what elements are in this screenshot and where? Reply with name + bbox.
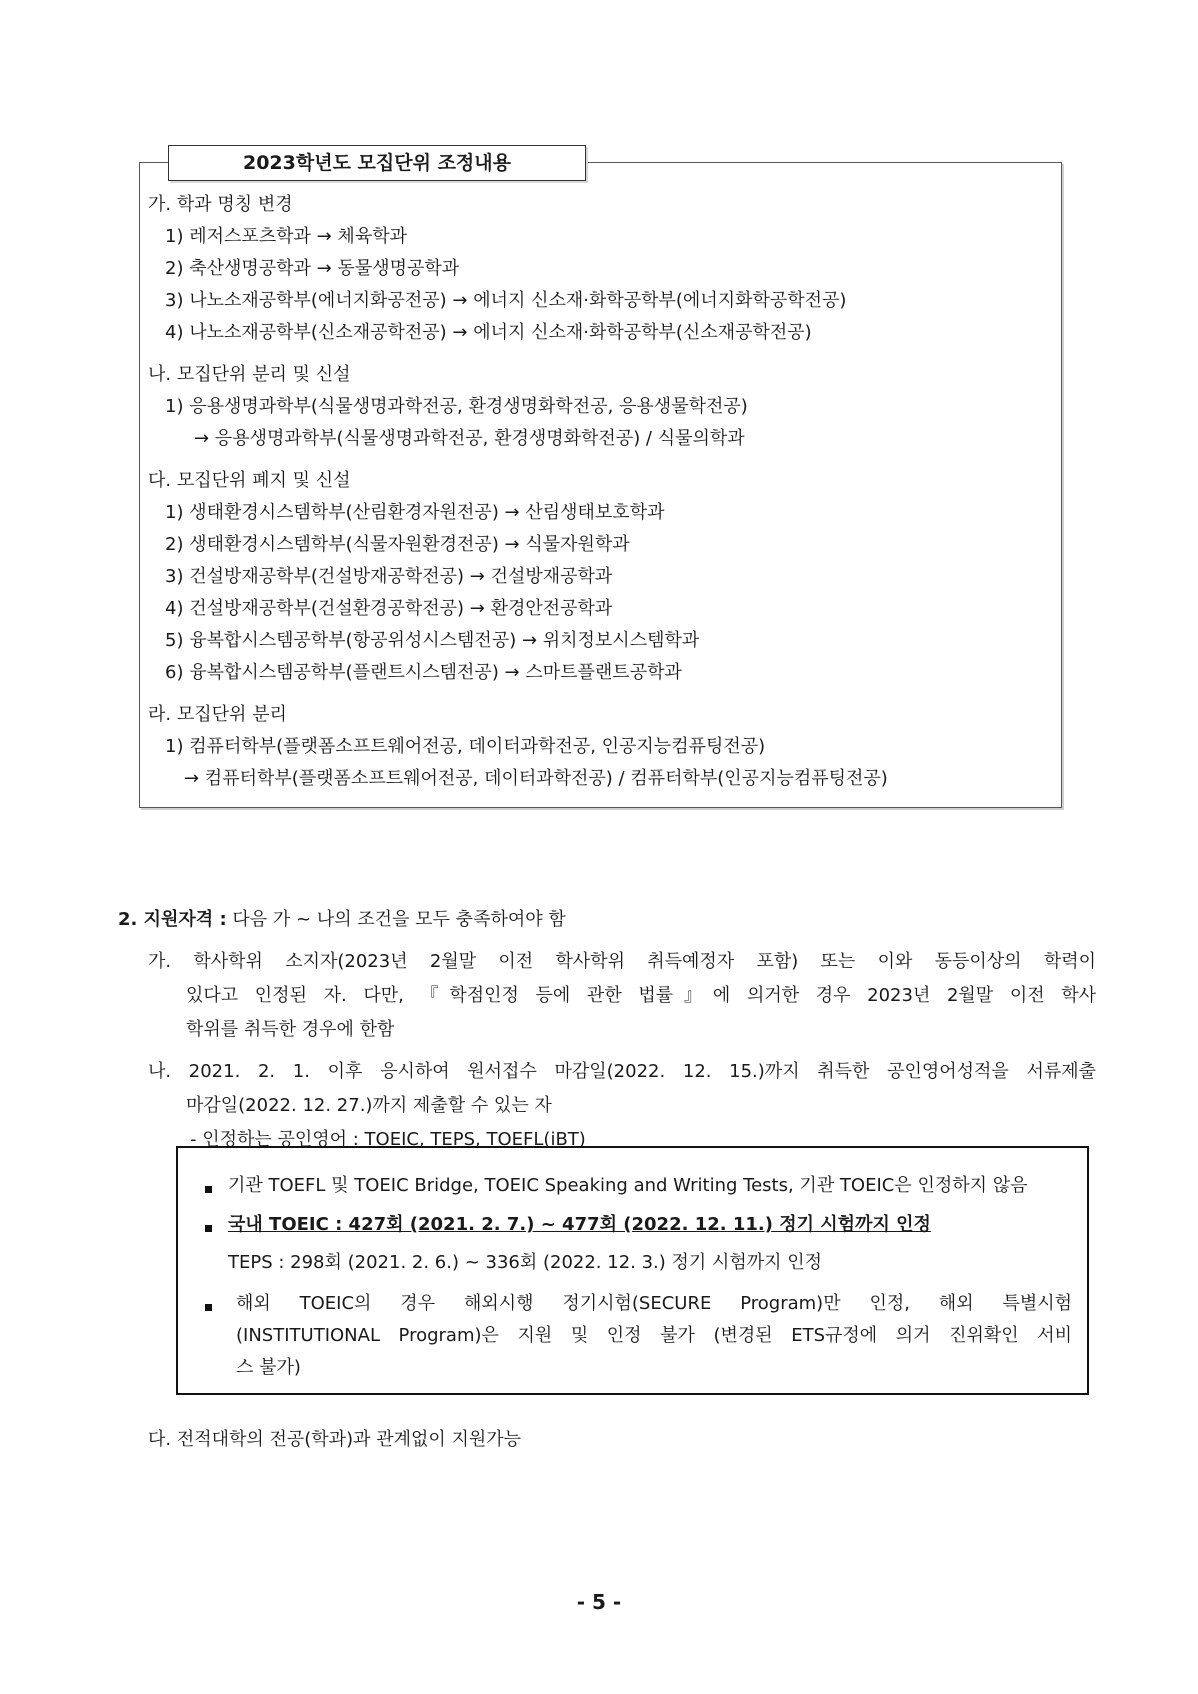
box-title: 2023학년도 모집단위 조정내용 [168,145,586,181]
list-item: → 응용생명과학부(식물생명과학전공, 환경생명화학전공) / 식물의학과 [194,428,745,449]
page-number: - 5 - [576,1590,622,1614]
na-line-1: 나. 2021. 2. 1. 이후 응시하여 원서접수 마감일(2022. 12. 15.)까지 취득한 공인영어성적을 서류제출 [148,1061,1096,1082]
na-line-2: 마감일(2022. 12. 27.)까지 제출할 수 있는 자 [186,1095,552,1116]
list-item: 4) 건설방재공학부(건설환경공학전공) → 환경안전공학과 [165,598,613,619]
list-item: 1) 레저스포츠학과 → 체육학과 [165,226,407,247]
list-item: 4) 나노소재공학부(신소재공학전공) → 에너지 신소재·화학공학부(신소재공학전공) [165,322,812,343]
english-score-notice-box [176,1146,1089,1395]
bullet-icon [205,1225,212,1232]
list-item: 3) 건설방재공학부(건설방재공학전공) → 건설방재공학과 [165,566,613,587]
notice-bullet-3-line-3: 스 불가) [236,1357,301,1378]
notice-bullet-3-line-2: (INSTITUTIONAL Program)은 지원 및 인정 불가 (변경된 ETS규정에 의거 진위확인 서비 [236,1325,1072,1346]
list-item: 6) 융복합시스템공학부(플랜트시스템전공) → 스마트플랜트공학과 [165,662,682,683]
list-item: 2) 생태환경시스템학부(식물자원환경전공) → 식물자원학과 [165,534,630,555]
notice-bullet-2: 국내 TOEIC : 427회 (2021. 2. 7.) ~ 477회 (2022. 12. 11.) 정기 시험까지 인정 [228,1214,931,1235]
list-item: 3) 나노소재공학부(에너지화공전공) → 에너지 신소재·화학공학부(에너지화학공학전공) [165,290,847,311]
bullet-icon [205,1304,212,1311]
list-item: 1) 생태환경시스템학부(산림환경자원전공) → 산림생태보호학과 [165,502,665,523]
na-line-3: - 인정하는 공인영어 : TOEIC, TEPS, TOEFL(iBT) [190,1129,586,1150]
section-heading: 다. 모집단위 폐지 및 신설 [148,470,351,491]
bullet-icon [205,1186,212,1193]
notice-bullet-1: 기관 TOEFL 및 TOEIC Bridge, TOEIC Speaking and Writing Tests, 기관 TOEIC은 인정하지 않음 [228,1175,1028,1196]
ga-line-2: 있다고 인정된 자. 다만, 『학점인정 등에 관한 법률』에 의거한 경우 2023년 2월말 이전 학사 [186,985,1096,1006]
list-item: 1) 응용생명과학부(식물생명과학전공, 환경생명화학전공, 응용생물학전공) [165,396,748,417]
section-heading: 나. 모집단위 분리 및 신설 [148,364,351,385]
heading-text: 다음 가 ~ 나의 조건을 모두 충족하여야 함 [232,909,566,930]
adjustment-box [139,162,1062,808]
list-item: 5) 융복합시스템공학부(항공위성시스템전공) → 위치정보시스템학과 [165,630,700,651]
teps-note: TEPS : 298회 (2021. 2. 6.) ~ 336회 (2022. 12. 3.) 정기 시험까지 인정 [228,1252,823,1273]
list-item: 2) 축산생명공학과 → 동물생명공학과 [165,258,460,279]
list-item: 1) 컴퓨터학부(플랫폼소프트웨어전공, 데이터과학전공, 인공지능컴퓨팅전공) [165,736,766,757]
section-2-heading [118,904,566,936]
section-heading: 라. 모집단위 분리 [148,704,287,725]
heading-label: 2. 지원자격 : [118,909,227,930]
notice-bullet-3-line-1: 해외 TOEIC의 경우 해외시행 정기시험(SECURE Program)만 인정, 해외 특별시험 [236,1293,1072,1314]
ga-line-1: 가. 학사학위 소지자(2023년 2월말 이전 학사학위 취득예정자 포함) 또는 이와 동등이상의 학력이 [148,951,1096,972]
list-item: → 컴퓨터학부(플랫폼소프트웨어전공, 데이터과학전공) / 컴퓨터학부(인공지능컴퓨팅전공) [184,768,888,789]
section-heading: 가. 학과 명칭 변경 [148,194,293,215]
ga-line-3: 학위를 취득한 경우에 한함 [186,1019,395,1040]
da-line: 다. 전적대학의 전공(학과)과 관계없이 지원가능 [148,1429,522,1450]
